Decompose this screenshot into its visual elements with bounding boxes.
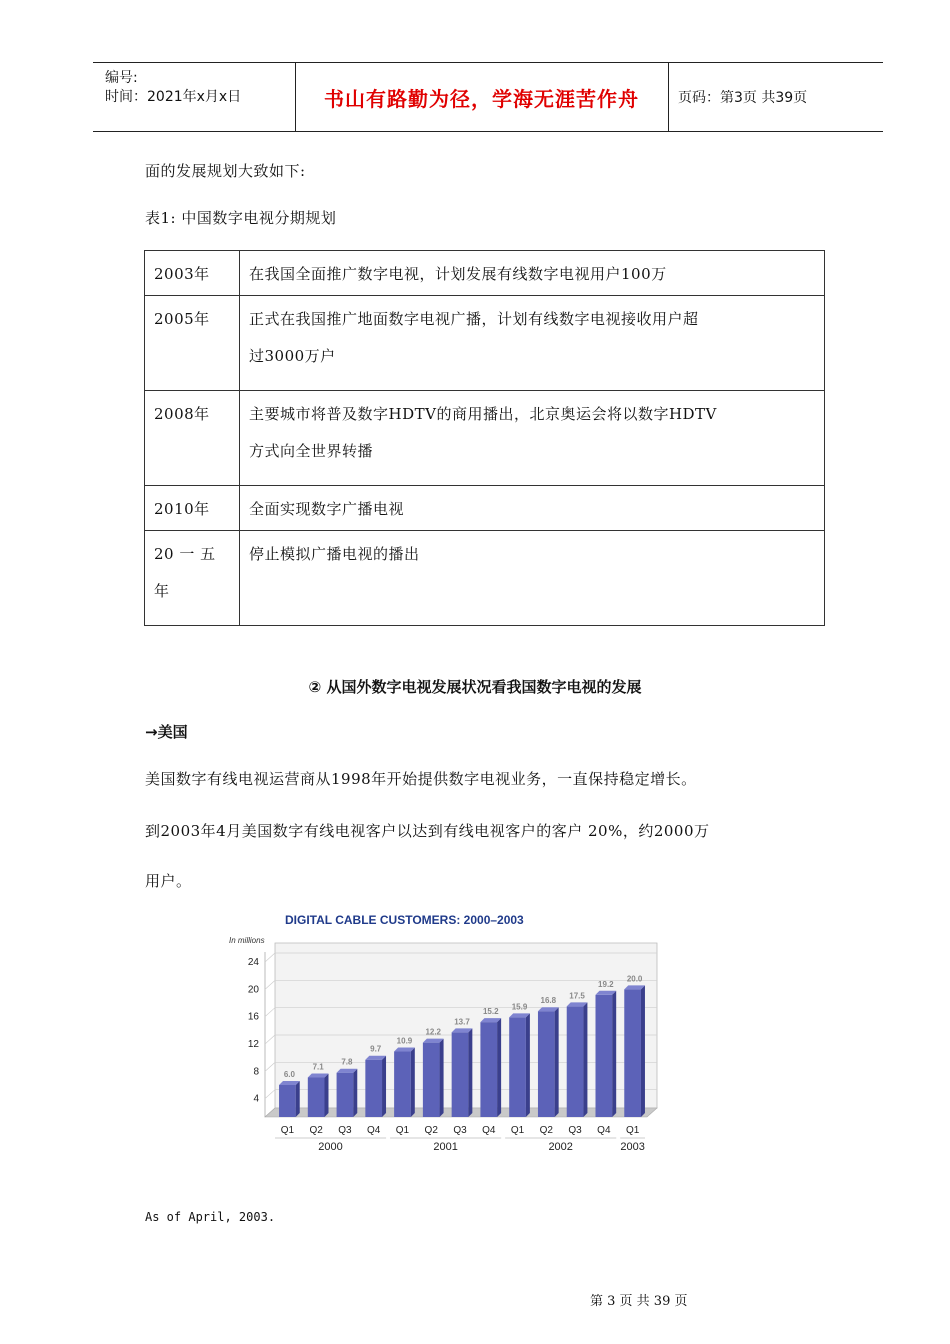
bar bbox=[538, 1011, 555, 1117]
y-tick-label: 24 bbox=[247, 957, 259, 968]
bar-side bbox=[468, 1028, 472, 1117]
plan-cell: 停止模拟广播电视的播出 bbox=[240, 531, 825, 626]
x-tick-label: Q1 bbox=[625, 1125, 640, 1136]
year-cell: 2008年 bbox=[145, 391, 240, 486]
bar bbox=[308, 1077, 325, 1117]
body-line-1: 美国数字有线电视运营商从1998年开始提供数字电视业务，一直保持稳定增长。 bbox=[145, 770, 697, 788]
header-motto-cell bbox=[295, 63, 669, 131]
date-line: 时间：2021年x月x日 bbox=[105, 89, 242, 105]
bar bbox=[567, 1006, 584, 1117]
data-label: 15.2 bbox=[482, 1007, 499, 1017]
bar bbox=[509, 1017, 526, 1117]
year-cell: 20 一 五 年 bbox=[145, 531, 240, 626]
data-label: 9.7 bbox=[370, 1044, 382, 1054]
page-footer: 第 3 页 共 39 页 bbox=[590, 1294, 688, 1309]
year-label: 2002 bbox=[548, 1141, 573, 1153]
x-tick-label: Q2 bbox=[309, 1125, 323, 1136]
y-tick-label: 16 bbox=[247, 1011, 259, 1023]
data-label: 16.8 bbox=[540, 996, 557, 1006]
subhead-usa: →美国 bbox=[145, 723, 188, 741]
table-row bbox=[145, 296, 825, 391]
header-info-cell bbox=[93, 63, 296, 131]
data-label: 19.2 bbox=[598, 979, 614, 989]
bar-side bbox=[641, 985, 645, 1117]
data-label: 15.9 bbox=[511, 1002, 528, 1012]
year-cell: 2003年 bbox=[145, 251, 240, 296]
plan-cell: 在我国全面推广数字电视，计划发展有线数字电视用户100万 bbox=[240, 251, 825, 296]
bar bbox=[480, 1022, 497, 1117]
x-tick-label: Q4 bbox=[367, 1125, 381, 1136]
table-row bbox=[145, 391, 825, 486]
year-label: 2000 bbox=[318, 1141, 343, 1153]
bar-side bbox=[583, 1002, 587, 1117]
x-tick-label: Q4 bbox=[597, 1125, 611, 1136]
data-label: 10.9 bbox=[396, 1036, 413, 1046]
y-tick-label: 20 bbox=[247, 984, 259, 996]
data-label: 7.1 bbox=[312, 1062, 324, 1072]
bar-side bbox=[497, 1018, 501, 1117]
bar bbox=[452, 1032, 469, 1117]
x-tick-label: Q3 bbox=[338, 1125, 352, 1136]
x-tick-label: Q3 bbox=[568, 1125, 582, 1136]
data-label: 6.0 bbox=[283, 1070, 295, 1079]
x-tick-label: Q3 bbox=[453, 1125, 467, 1136]
bar bbox=[337, 1073, 354, 1117]
year-cell: 2010年 bbox=[145, 486, 240, 531]
x-tick-label: Q2 bbox=[424, 1125, 438, 1136]
x-tick-label: Q1 bbox=[510, 1125, 525, 1136]
page-header bbox=[93, 62, 883, 132]
table-row bbox=[145, 531, 825, 626]
x-tick-label: Q2 bbox=[539, 1125, 553, 1136]
data-label: 13.7 bbox=[454, 1017, 470, 1027]
y-axis-label: In millions bbox=[229, 936, 265, 945]
plan-cell: 正式在我国推广地面数字电视广播，计划有线数字电视接收用户超 过3000万户 bbox=[240, 296, 825, 391]
bar-side bbox=[411, 1048, 415, 1117]
x-tick-label: Q1 bbox=[280, 1125, 295, 1136]
body-line-3: 用户。 bbox=[145, 872, 192, 890]
page-code: 页码：第3页 共39页 bbox=[678, 90, 808, 106]
bar-side bbox=[612, 991, 616, 1117]
body-line-2: 到2003年4月美国数字有线电视客户以达到有线电视客户的客户 20%，约2000万 bbox=[145, 822, 710, 840]
bar-side bbox=[296, 1081, 300, 1117]
data-label: 17.5 bbox=[569, 991, 585, 1001]
bar-side bbox=[555, 1007, 559, 1117]
plan-cell: 全面实现数字广播电视 bbox=[240, 486, 825, 531]
year-label: 2003 bbox=[620, 1141, 645, 1153]
bar-side bbox=[324, 1073, 328, 1117]
y-tick-label: 8 bbox=[253, 1066, 259, 1078]
plan-table bbox=[144, 250, 825, 626]
plan-cell: 主要城市将普及数字HDTV的商用播出，北京奥运会将以数字HDTV 方式向全世界转播 bbox=[240, 391, 825, 486]
intro-text: 面的发展规划大致如下: bbox=[145, 162, 306, 180]
chart-title: DIGITAL CABLE CUSTOMERS: 2000–2003 bbox=[285, 913, 524, 927]
table-row bbox=[145, 486, 825, 531]
x-tick-label: Q4 bbox=[482, 1125, 496, 1136]
bar bbox=[423, 1043, 440, 1117]
bar-side bbox=[440, 1039, 444, 1117]
table-row bbox=[145, 251, 825, 296]
data-label: 7.8 bbox=[341, 1057, 353, 1067]
bar-side bbox=[382, 1056, 386, 1117]
year-cell: 2005年 bbox=[145, 296, 240, 391]
chart-svg bbox=[225, 905, 675, 1165]
data-label: 20.0 bbox=[626, 974, 643, 984]
x-tick-label: Q1 bbox=[395, 1125, 410, 1136]
bar-side bbox=[526, 1013, 530, 1117]
bar bbox=[279, 1085, 296, 1117]
y-tick-label: 12 bbox=[247, 1039, 259, 1050]
bar bbox=[365, 1060, 382, 1117]
bar bbox=[624, 989, 641, 1117]
bar bbox=[394, 1052, 411, 1117]
motto: 书山有路勤为径，学海无涯苦作舟 bbox=[324, 86, 639, 111]
section-heading: ② 从国外数字电视发展状况看我国数字电视的发展 bbox=[308, 678, 642, 696]
chart-note: As of April, 2003. bbox=[145, 1210, 276, 1224]
digital-cable-chart bbox=[225, 905, 675, 1165]
y-tick-label: 4 bbox=[253, 1093, 259, 1105]
header-page-cell bbox=[668, 63, 883, 131]
year-label: 2001 bbox=[433, 1141, 458, 1153]
data-label: 12.2 bbox=[425, 1027, 442, 1037]
number-label: 编号: bbox=[105, 70, 138, 86]
bar-side bbox=[353, 1069, 357, 1117]
table-caption: 表1: 中国数字电视分期规划 bbox=[145, 209, 337, 227]
bar bbox=[596, 995, 613, 1117]
